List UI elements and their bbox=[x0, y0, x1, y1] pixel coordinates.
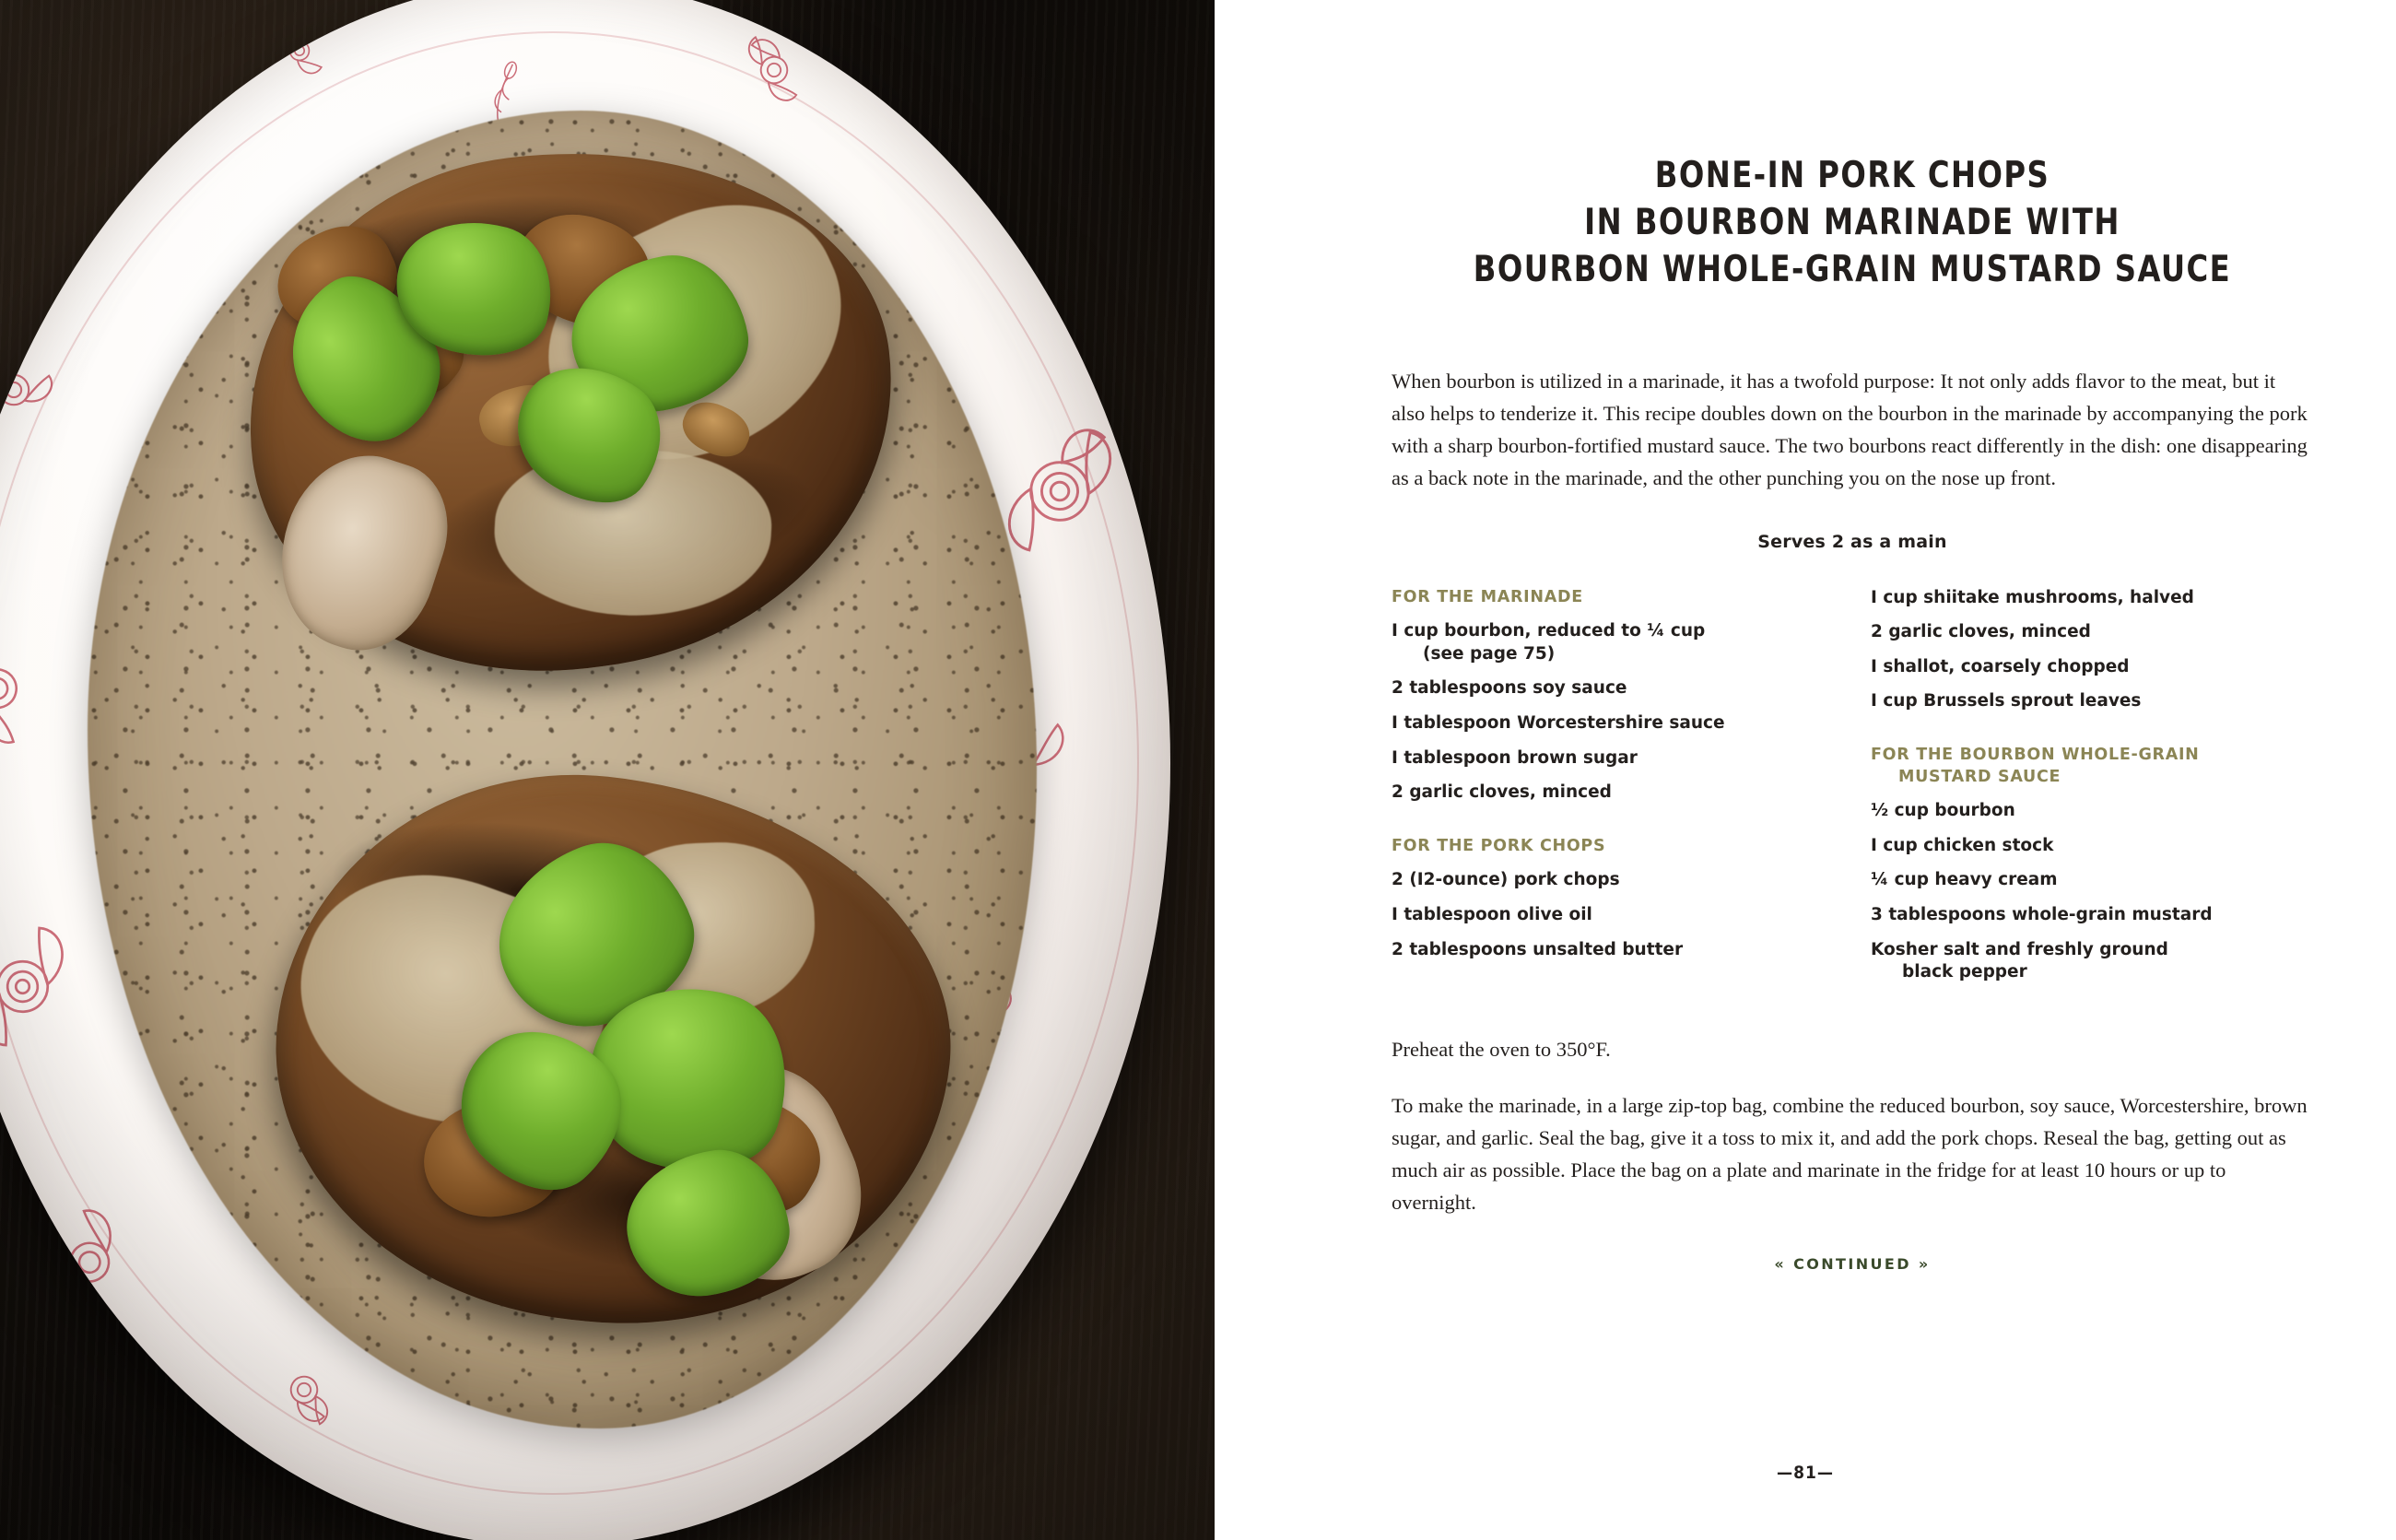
ingredient-item: I shallot, coarsely chopped bbox=[1871, 656, 2130, 676]
recipe-title-line-3: BOURBON WHOLE-GRAIN MUSTARD SAUCE bbox=[1473, 248, 2232, 290]
ingredient-group-heading-line-2: MUSTARD SAUCE bbox=[1898, 767, 2061, 786]
recipe-title-line-2: IN BOURBON MARINADE WITH bbox=[1584, 201, 2120, 243]
continued-marker: « CONTINUED » bbox=[1774, 1255, 1931, 1274]
ingredient-item: 2 tablespoons unsalted butter bbox=[1392, 939, 1684, 959]
ingredient-item: 2 tablespoons soy sauce bbox=[1392, 678, 1627, 699]
ingredient-text-cont: black pepper bbox=[1902, 962, 2027, 982]
recipe-yield: Serves 2 as a main bbox=[1757, 531, 1947, 552]
ingredient-item: I cup shiitake mushrooms, halved bbox=[1871, 587, 2194, 607]
ingredient-item: I tablespoon Worcestershire sauce bbox=[1392, 712, 1725, 733]
recipe-headnote: When bourbon is utilized in a marinade, it has a twofold purpose: It not only adds flavor to the meat, but it also helps to tenderize it. This recipe doubles down on the bourbon in the marinade by accompanying the pork with a sharp bourbon-fortified mustard sauce. The two bourbons react differently in the dish: one disappearing as a back note in the marinade, and the other punching you on the nose up front. bbox=[1392, 370, 2308, 490]
ingredient-item: ¼ cup heavy cream bbox=[1871, 870, 2058, 890]
recipe-title bbox=[1428, 153, 2276, 293]
ingredients-column-left bbox=[1392, 587, 1834, 996]
ingredient-group-heading-line-1: FOR THE BOURBON WHOLE-GRAIN bbox=[1871, 745, 2200, 764]
ingredient-text: I cup bourbon, reduced to ¼ cup bbox=[1392, 621, 1706, 641]
ingredient-item: I tablespoon brown sugar bbox=[1392, 747, 1638, 768]
recipe-text-page bbox=[1215, 0, 2396, 1540]
ingredient-item: 2 (I2-ounce) pork chops bbox=[1392, 870, 1620, 890]
ingredient-item: 3 tablespoons whole-grain mustard bbox=[1871, 904, 2213, 924]
page-number: —81— bbox=[1777, 1463, 1834, 1483]
ingredients-column-right bbox=[1871, 587, 2313, 996]
ingredient-text: Kosher salt and freshly ground bbox=[1871, 939, 2168, 959]
ingredient-item: I cup Brussels sprout leaves bbox=[1871, 691, 2142, 711]
ingredient-item: 2 garlic cloves, minced bbox=[1871, 622, 2091, 642]
ingredient-group-heading: FOR THE PORK CHOPS bbox=[1392, 836, 1606, 855]
ingredient-item: ½ cup bourbon bbox=[1871, 801, 2015, 821]
ingredient-text-cont: (see page 75) bbox=[1423, 643, 1556, 664]
ingredients-section bbox=[1392, 587, 2313, 996]
ingredient-item: I cup chicken stock bbox=[1871, 835, 2054, 855]
ingredient-group-heading bbox=[1871, 745, 2313, 788]
ingredient-item bbox=[1392, 620, 1834, 665]
ingredient-group-heading: FOR THE MARINADE bbox=[1392, 587, 1583, 606]
ingredient-item bbox=[1871, 939, 2313, 984]
ingredient-item: I tablespoon olive oil bbox=[1392, 904, 1592, 924]
method-step: To make the marinade, in a large zip-top bag, combine the reduced bourbon, soy sauce, Worcestershire, brown sugar, and garlic. Seal the bag, give it a toss to mix it, and add the pork chops. Reseal the bag, getting out as much air as possible. Place the bag on a plate and marinate in the fridge for at least 10 hours or up to overnight. bbox=[1392, 1093, 2308, 1215]
ingredient-item: 2 garlic cloves, minced bbox=[1392, 782, 1612, 803]
recipe-title-line-1: BONE-IN PORK CHOPS bbox=[1654, 155, 2050, 197]
method-step: Preheat the oven to 350°F. bbox=[1392, 1037, 1611, 1061]
method-section bbox=[1392, 1033, 2313, 1218]
